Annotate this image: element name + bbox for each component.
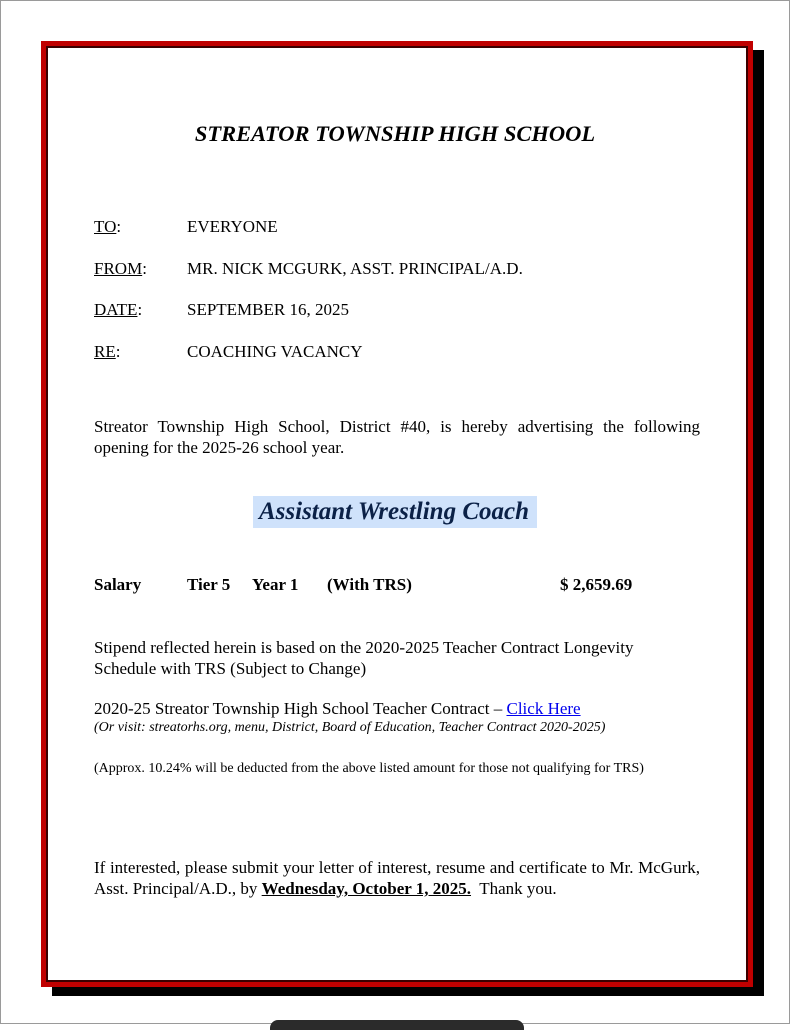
salary-amount: $ 2,659.69 — [560, 575, 633, 594]
position-title: Assistant Wrestling Coach — [253, 496, 537, 528]
memo-value-from: MR. NICK MCGURK, ASST. PRINCIPAL/A.D. — [187, 259, 523, 278]
memo-label-to: TO: — [94, 217, 122, 236]
school-title: STREATOR TOWNSHIP HIGH SCHOOL — [194, 121, 596, 146]
stipend-note: Stipend reflected herein is based on the 2020-2025 Teacher Contract Longevity Schedule with TRS (Subject to Change) — [94, 638, 634, 678]
salary-trs: (With TRS) — [327, 575, 412, 594]
intro-paragraph: Streator Township High School, District #40, is hereby advertising the following opening for the 2025-26 school year. — [94, 417, 700, 457]
memo-label-re: RE: — [94, 342, 121, 361]
closing-paragraph — [94, 857, 700, 899]
deduction-note: (Approx. 10.24% will be deducted from the above listed amount for those not qualifying for TRS) — [94, 761, 644, 776]
salary-tier: Tier 5 — [187, 575, 231, 594]
deadline-date: Wednesday, October 1, 2025. — [261, 879, 472, 898]
memo-value-to: EVERYONE — [187, 217, 278, 236]
memo-label-date: DATE: — [94, 300, 143, 319]
memo-value-date: SEPTEMBER 16, 2025 — [187, 300, 349, 319]
memo-label-from: FROM: — [94, 259, 147, 278]
salary-year: Year 1 — [252, 575, 299, 594]
salary-label: Salary — [94, 575, 142, 594]
visit-note: (Or visit: streatorhs.org, menu, District, Board of Education, Teacher Contract 2020-2025) — [94, 720, 606, 735]
position-heading — [0, 496, 790, 528]
contract-text: 2020-25 Streator Township High School Teacher Contract – — [94, 699, 507, 718]
closing-text: If interested, please submit your letter of interest, resume and certificate to Mr. McGurk, Asst. Principal/A.D., by — [94, 858, 700, 898]
contract-link[interactable]: Click Here — [506, 699, 581, 718]
closing-thanks: Thank you. — [471, 879, 557, 898]
memo-value-re: COACHING VACANCY — [187, 342, 363, 361]
bottom-toolbar-edge — [270, 1020, 524, 1030]
contract-line — [94, 699, 581, 719]
